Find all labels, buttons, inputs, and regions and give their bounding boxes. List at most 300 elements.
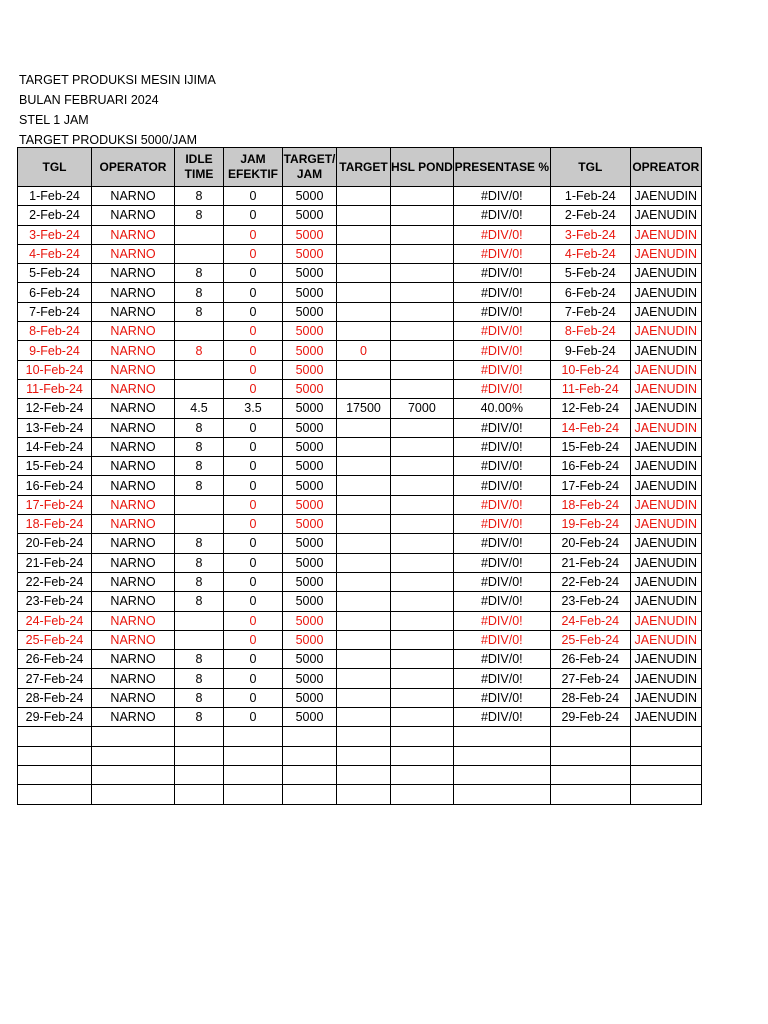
cell-target-per-jam[interactable]: 5000 — [283, 399, 337, 418]
cell-presentase[interactable]: #DIV/0! — [453, 592, 550, 611]
cell-idle-time[interactable]: 8 — [175, 572, 224, 591]
cell-presentase[interactable]: #DIV/0! — [453, 437, 550, 456]
empty-cell[interactable] — [337, 785, 391, 804]
cell-jam-efektif[interactable]: 0 — [224, 283, 283, 302]
cell-target-per-jam[interactable]: 5000 — [283, 669, 337, 688]
empty-cell[interactable] — [630, 785, 701, 804]
cell-target-per-jam[interactable]: 5000 — [283, 437, 337, 456]
cell-jam-efektif[interactable]: 0 — [224, 360, 283, 379]
cell-tgl-2[interactable]: 26-Feb-24 — [550, 650, 630, 669]
empty-cell[interactable] — [630, 727, 701, 746]
cell-tgl-2[interactable]: 14-Feb-24 — [550, 418, 630, 437]
cell-operator[interactable]: NARNO — [92, 515, 175, 534]
cell-operator[interactable]: NARNO — [92, 379, 175, 398]
empty-cell[interactable] — [175, 727, 224, 746]
cell-tgl[interactable]: 6-Feb-24 — [18, 283, 92, 302]
cell-tgl-2[interactable]: 19-Feb-24 — [550, 515, 630, 534]
cell-tgl[interactable]: 25-Feb-24 — [18, 630, 92, 649]
cell-hsl-pond[interactable] — [391, 418, 454, 437]
cell-idle-time[interactable]: 8 — [175, 669, 224, 688]
cell-tgl-2[interactable]: 23-Feb-24 — [550, 592, 630, 611]
cell-idle-time[interactable]: 8 — [175, 688, 224, 707]
cell-idle-time[interactable]: 8 — [175, 457, 224, 476]
cell-presentase[interactable]: #DIV/0! — [453, 688, 550, 707]
cell-presentase[interactable]: #DIV/0! — [453, 534, 550, 553]
header-jam-efektif[interactable]: JAM EFEKTIF — [224, 148, 283, 187]
cell-hsl-pond[interactable] — [391, 592, 454, 611]
cell-target-per-jam[interactable]: 5000 — [283, 264, 337, 283]
cell-presentase[interactable]: #DIV/0! — [453, 650, 550, 669]
cell-hsl-pond[interactable] — [391, 206, 454, 225]
empty-cell[interactable] — [630, 746, 701, 765]
cell-idle-time[interactable] — [175, 515, 224, 534]
cell-operator[interactable]: NARNO — [92, 341, 175, 360]
cell-target-per-jam[interactable]: 5000 — [283, 553, 337, 572]
cell-operator[interactable]: NARNO — [92, 650, 175, 669]
empty-cell[interactable] — [630, 765, 701, 784]
cell-opreator[interactable]: JAENUDIN — [630, 669, 701, 688]
cell-presentase[interactable]: #DIV/0! — [453, 302, 550, 321]
cell-idle-time[interactable]: 8 — [175, 418, 224, 437]
cell-opreator[interactable]: JAENUDIN — [630, 688, 701, 707]
cell-idle-time[interactable]: 4.5 — [175, 399, 224, 418]
cell-jam-efektif[interactable]: 0 — [224, 418, 283, 437]
empty-cell[interactable] — [453, 727, 550, 746]
cell-opreator[interactable]: JAENUDIN — [630, 476, 701, 495]
cell-tgl[interactable]: 22-Feb-24 — [18, 572, 92, 591]
cell-jam-efektif[interactable]: 0 — [224, 379, 283, 398]
cell-target-per-jam[interactable]: 5000 — [283, 283, 337, 302]
cell-operator[interactable]: NARNO — [92, 360, 175, 379]
empty-cell[interactable] — [283, 727, 337, 746]
empty-cell[interactable] — [453, 785, 550, 804]
cell-target[interactable] — [337, 283, 391, 302]
cell-operator[interactable]: NARNO — [92, 322, 175, 341]
cell-tgl-2[interactable]: 18-Feb-24 — [550, 495, 630, 514]
cell-opreator[interactable]: JAENUDIN — [630, 225, 701, 244]
cell-hsl-pond[interactable] — [391, 669, 454, 688]
cell-tgl-2[interactable]: 21-Feb-24 — [550, 553, 630, 572]
cell-tgl[interactable]: 10-Feb-24 — [18, 360, 92, 379]
cell-tgl[interactable]: 4-Feb-24 — [18, 244, 92, 263]
cell-operator[interactable]: NARNO — [92, 283, 175, 302]
header-idle-time[interactable]: IDLE TIME — [175, 148, 224, 187]
cell-opreator[interactable]: JAENUDIN — [630, 515, 701, 534]
cell-presentase[interactable]: #DIV/0! — [453, 244, 550, 263]
cell-hsl-pond[interactable] — [391, 708, 454, 727]
cell-opreator[interactable]: JAENUDIN — [630, 244, 701, 263]
cell-tgl-2[interactable]: 6-Feb-24 — [550, 283, 630, 302]
cell-target-per-jam[interactable]: 5000 — [283, 379, 337, 398]
empty-cell[interactable] — [391, 746, 454, 765]
empty-cell[interactable] — [391, 765, 454, 784]
cell-presentase[interactable]: #DIV/0! — [453, 572, 550, 591]
cell-presentase[interactable]: #DIV/0! — [453, 341, 550, 360]
cell-tgl-2[interactable]: 12-Feb-24 — [550, 399, 630, 418]
cell-target-per-jam[interactable]: 5000 — [283, 225, 337, 244]
cell-jam-efektif[interactable]: 0 — [224, 476, 283, 495]
cell-jam-efektif[interactable]: 0 — [224, 264, 283, 283]
cell-tgl-2[interactable]: 9-Feb-24 — [550, 341, 630, 360]
cell-opreator[interactable]: JAENUDIN — [630, 553, 701, 572]
cell-tgl-2[interactable]: 7-Feb-24 — [550, 302, 630, 321]
cell-target[interactable] — [337, 264, 391, 283]
cell-hsl-pond[interactable] — [391, 322, 454, 341]
cell-target-per-jam[interactable]: 5000 — [283, 476, 337, 495]
cell-target-per-jam[interactable]: 5000 — [283, 244, 337, 263]
empty-cell[interactable] — [453, 765, 550, 784]
cell-hsl-pond[interactable] — [391, 650, 454, 669]
cell-tgl[interactable]: 2-Feb-24 — [18, 206, 92, 225]
cell-target[interactable] — [337, 379, 391, 398]
cell-idle-time[interactable]: 8 — [175, 592, 224, 611]
cell-tgl-2[interactable]: 29-Feb-24 — [550, 708, 630, 727]
cell-hsl-pond[interactable] — [391, 244, 454, 263]
cell-tgl[interactable]: 17-Feb-24 — [18, 495, 92, 514]
empty-cell[interactable] — [18, 727, 92, 746]
cell-opreator[interactable]: JAENUDIN — [630, 187, 701, 206]
cell-target-per-jam[interactable]: 5000 — [283, 187, 337, 206]
cell-tgl[interactable]: 23-Feb-24 — [18, 592, 92, 611]
cell-jam-efektif[interactable]: 0 — [224, 650, 283, 669]
cell-target[interactable] — [337, 650, 391, 669]
cell-opreator[interactable]: JAENUDIN — [630, 418, 701, 437]
empty-cell[interactable] — [92, 727, 175, 746]
cell-tgl[interactable]: 18-Feb-24 — [18, 515, 92, 534]
header-hsl-pond[interactable]: HSL POND — [391, 148, 454, 187]
cell-operator[interactable]: NARNO — [92, 418, 175, 437]
cell-tgl[interactable]: 11-Feb-24 — [18, 379, 92, 398]
cell-tgl[interactable]: 27-Feb-24 — [18, 669, 92, 688]
cell-tgl[interactable]: 29-Feb-24 — [18, 708, 92, 727]
cell-presentase[interactable]: 40.00% — [453, 399, 550, 418]
cell-jam-efektif[interactable]: 0 — [224, 669, 283, 688]
cell-target[interactable] — [337, 206, 391, 225]
cell-hsl-pond[interactable] — [391, 630, 454, 649]
cell-operator[interactable]: NARNO — [92, 688, 175, 707]
cell-opreator[interactable]: JAENUDIN — [630, 264, 701, 283]
cell-target-per-jam[interactable]: 5000 — [283, 418, 337, 437]
empty-cell[interactable] — [224, 727, 283, 746]
cell-jam-efektif[interactable]: 0 — [224, 553, 283, 572]
cell-presentase[interactable]: #DIV/0! — [453, 418, 550, 437]
empty-cell[interactable] — [550, 727, 630, 746]
cell-idle-time[interactable] — [175, 244, 224, 263]
empty-cell[interactable] — [283, 746, 337, 765]
cell-operator[interactable]: NARNO — [92, 708, 175, 727]
cell-tgl[interactable]: 8-Feb-24 — [18, 322, 92, 341]
cell-opreator[interactable]: JAENUDIN — [630, 572, 701, 591]
cell-idle-time[interactable]: 8 — [175, 476, 224, 495]
cell-jam-efektif[interactable]: 0 — [224, 688, 283, 707]
cell-target-per-jam[interactable]: 5000 — [283, 457, 337, 476]
cell-operator[interactable]: NARNO — [92, 611, 175, 630]
cell-presentase[interactable]: #DIV/0! — [453, 495, 550, 514]
empty-cell[interactable] — [550, 785, 630, 804]
cell-idle-time[interactable]: 8 — [175, 283, 224, 302]
empty-cell[interactable] — [224, 765, 283, 784]
empty-cell[interactable] — [337, 727, 391, 746]
cell-operator[interactable]: NARNO — [92, 476, 175, 495]
cell-operator[interactable]: NARNO — [92, 669, 175, 688]
cell-idle-time[interactable]: 8 — [175, 341, 224, 360]
cell-target[interactable] — [337, 534, 391, 553]
cell-operator[interactable]: NARNO — [92, 264, 175, 283]
cell-hsl-pond[interactable] — [391, 187, 454, 206]
cell-target[interactable] — [337, 688, 391, 707]
cell-tgl[interactable]: 28-Feb-24 — [18, 688, 92, 707]
cell-opreator[interactable]: JAENUDIN — [630, 283, 701, 302]
cell-idle-time[interactable] — [175, 379, 224, 398]
cell-presentase[interactable]: #DIV/0! — [453, 669, 550, 688]
cell-jam-efektif[interactable]: 3.5 — [224, 399, 283, 418]
cell-tgl[interactable]: 26-Feb-24 — [18, 650, 92, 669]
cell-jam-efektif[interactable]: 0 — [224, 515, 283, 534]
cell-tgl[interactable]: 14-Feb-24 — [18, 437, 92, 456]
cell-hsl-pond[interactable] — [391, 225, 454, 244]
cell-idle-time[interactable]: 8 — [175, 302, 224, 321]
cell-jam-efektif[interactable]: 0 — [224, 708, 283, 727]
cell-opreator[interactable]: JAENUDIN — [630, 302, 701, 321]
empty-cell[interactable] — [283, 785, 337, 804]
cell-tgl[interactable]: 15-Feb-24 — [18, 457, 92, 476]
cell-opreator[interactable]: JAENUDIN — [630, 360, 701, 379]
cell-hsl-pond[interactable] — [391, 515, 454, 534]
cell-tgl[interactable]: 21-Feb-24 — [18, 553, 92, 572]
cell-operator[interactable]: NARNO — [92, 457, 175, 476]
cell-hsl-pond[interactable] — [391, 437, 454, 456]
cell-tgl-2[interactable]: 25-Feb-24 — [550, 630, 630, 649]
cell-target[interactable] — [337, 457, 391, 476]
cell-opreator[interactable]: JAENUDIN — [630, 611, 701, 630]
cell-target-per-jam[interactable]: 5000 — [283, 611, 337, 630]
cell-operator[interactable]: NARNO — [92, 302, 175, 321]
cell-operator[interactable]: NARNO — [92, 572, 175, 591]
cell-target-per-jam[interactable]: 5000 — [283, 341, 337, 360]
cell-operator[interactable]: NARNO — [92, 399, 175, 418]
cell-tgl-2[interactable]: 4-Feb-24 — [550, 244, 630, 263]
empty-cell[interactable] — [391, 727, 454, 746]
cell-presentase[interactable]: #DIV/0! — [453, 611, 550, 630]
cell-operator[interactable]: NARNO — [92, 187, 175, 206]
empty-cell[interactable] — [92, 785, 175, 804]
cell-hsl-pond[interactable] — [391, 379, 454, 398]
cell-hsl-pond[interactable] — [391, 553, 454, 572]
cell-jam-efektif[interactable]: 0 — [224, 495, 283, 514]
cell-target-per-jam[interactable]: 5000 — [283, 495, 337, 514]
cell-target-per-jam[interactable]: 5000 — [283, 534, 337, 553]
cell-target[interactable] — [337, 515, 391, 534]
cell-target[interactable] — [337, 244, 391, 263]
cell-tgl-2[interactable]: 10-Feb-24 — [550, 360, 630, 379]
empty-cell[interactable] — [391, 785, 454, 804]
cell-opreator[interactable]: JAENUDIN — [630, 708, 701, 727]
cell-idle-time[interactable] — [175, 225, 224, 244]
cell-jam-efektif[interactable]: 0 — [224, 302, 283, 321]
cell-target[interactable] — [337, 669, 391, 688]
cell-target[interactable] — [337, 418, 391, 437]
cell-hsl-pond[interactable] — [391, 572, 454, 591]
cell-presentase[interactable]: #DIV/0! — [453, 264, 550, 283]
cell-tgl-2[interactable]: 22-Feb-24 — [550, 572, 630, 591]
cell-operator[interactable]: NARNO — [92, 244, 175, 263]
cell-target[interactable]: 17500 — [337, 399, 391, 418]
cell-idle-time[interactable]: 8 — [175, 264, 224, 283]
cell-presentase[interactable]: #DIV/0! — [453, 630, 550, 649]
cell-target[interactable] — [337, 437, 391, 456]
cell-hsl-pond[interactable] — [391, 534, 454, 553]
empty-cell[interactable] — [175, 785, 224, 804]
cell-tgl-2[interactable]: 28-Feb-24 — [550, 688, 630, 707]
header-tgl[interactable]: TGL — [18, 148, 92, 187]
cell-target[interactable]: 0 — [337, 341, 391, 360]
empty-cell[interactable] — [550, 765, 630, 784]
cell-hsl-pond[interactable] — [391, 688, 454, 707]
cell-opreator[interactable]: JAENUDIN — [630, 630, 701, 649]
cell-hsl-pond[interactable]: 7000 — [391, 399, 454, 418]
cell-presentase[interactable]: #DIV/0! — [453, 206, 550, 225]
cell-target[interactable] — [337, 630, 391, 649]
cell-tgl[interactable]: 24-Feb-24 — [18, 611, 92, 630]
cell-tgl[interactable]: 16-Feb-24 — [18, 476, 92, 495]
empty-cell[interactable] — [175, 746, 224, 765]
cell-tgl[interactable]: 9-Feb-24 — [18, 341, 92, 360]
cell-jam-efektif[interactable]: 0 — [224, 187, 283, 206]
cell-target[interactable] — [337, 187, 391, 206]
empty-cell[interactable] — [18, 765, 92, 784]
cell-tgl[interactable]: 13-Feb-24 — [18, 418, 92, 437]
cell-jam-efektif[interactable]: 0 — [224, 341, 283, 360]
cell-tgl-2[interactable]: 1-Feb-24 — [550, 187, 630, 206]
cell-jam-efektif[interactable]: 0 — [224, 572, 283, 591]
empty-cell[interactable] — [337, 746, 391, 765]
cell-hsl-pond[interactable] — [391, 283, 454, 302]
cell-operator[interactable]: NARNO — [92, 553, 175, 572]
cell-hsl-pond[interactable] — [391, 264, 454, 283]
empty-cell[interactable] — [18, 746, 92, 765]
cell-idle-time[interactable] — [175, 360, 224, 379]
cell-operator[interactable]: NARNO — [92, 630, 175, 649]
cell-tgl-2[interactable]: 16-Feb-24 — [550, 457, 630, 476]
empty-cell[interactable] — [224, 785, 283, 804]
cell-target[interactable] — [337, 360, 391, 379]
cell-idle-time[interactable]: 8 — [175, 437, 224, 456]
cell-tgl-2[interactable]: 15-Feb-24 — [550, 437, 630, 456]
empty-cell[interactable] — [453, 746, 550, 765]
cell-presentase[interactable]: #DIV/0! — [453, 515, 550, 534]
cell-target-per-jam[interactable]: 5000 — [283, 630, 337, 649]
empty-cell[interactable] — [92, 746, 175, 765]
cell-opreator[interactable]: JAENUDIN — [630, 437, 701, 456]
cell-idle-time[interactable]: 8 — [175, 553, 224, 572]
cell-tgl-2[interactable]: 2-Feb-24 — [550, 206, 630, 225]
cell-opreator[interactable]: JAENUDIN — [630, 592, 701, 611]
cell-hsl-pond[interactable] — [391, 341, 454, 360]
cell-target-per-jam[interactable]: 5000 — [283, 688, 337, 707]
cell-jam-efektif[interactable]: 0 — [224, 611, 283, 630]
cell-tgl-2[interactable]: 5-Feb-24 — [550, 264, 630, 283]
cell-target[interactable] — [337, 708, 391, 727]
cell-jam-efektif[interactable]: 0 — [224, 630, 283, 649]
cell-presentase[interactable]: #DIV/0! — [453, 360, 550, 379]
cell-tgl-2[interactable]: 27-Feb-24 — [550, 669, 630, 688]
cell-opreator[interactable]: JAENUDIN — [630, 399, 701, 418]
header-opreator[interactable]: OPREATOR — [630, 148, 701, 187]
cell-opreator[interactable]: JAENUDIN — [630, 379, 701, 398]
cell-tgl[interactable]: 20-Feb-24 — [18, 534, 92, 553]
cell-presentase[interactable]: #DIV/0! — [453, 379, 550, 398]
cell-target-per-jam[interactable]: 5000 — [283, 206, 337, 225]
cell-opreator[interactable]: JAENUDIN — [630, 495, 701, 514]
cell-idle-time[interactable]: 8 — [175, 187, 224, 206]
cell-jam-efektif[interactable]: 0 — [224, 457, 283, 476]
cell-tgl-2[interactable]: 3-Feb-24 — [550, 225, 630, 244]
cell-presentase[interactable]: #DIV/0! — [453, 283, 550, 302]
cell-target[interactable] — [337, 495, 391, 514]
cell-jam-efektif[interactable]: 0 — [224, 592, 283, 611]
empty-cell[interactable] — [18, 785, 92, 804]
cell-tgl[interactable]: 7-Feb-24 — [18, 302, 92, 321]
header-presentase[interactable]: PRESENTASE % — [453, 148, 550, 187]
cell-tgl-2[interactable]: 8-Feb-24 — [550, 322, 630, 341]
cell-operator[interactable]: NARNO — [92, 437, 175, 456]
cell-idle-time[interactable] — [175, 611, 224, 630]
cell-tgl-2[interactable]: 11-Feb-24 — [550, 379, 630, 398]
cell-target-per-jam[interactable]: 5000 — [283, 708, 337, 727]
cell-hsl-pond[interactable] — [391, 611, 454, 630]
cell-presentase[interactable]: #DIV/0! — [453, 187, 550, 206]
cell-target[interactable] — [337, 553, 391, 572]
cell-opreator[interactable]: JAENUDIN — [630, 650, 701, 669]
cell-tgl[interactable]: 5-Feb-24 — [18, 264, 92, 283]
cell-tgl[interactable]: 1-Feb-24 — [18, 187, 92, 206]
cell-hsl-pond[interactable] — [391, 302, 454, 321]
cell-presentase[interactable]: #DIV/0! — [453, 225, 550, 244]
cell-target-per-jam[interactable]: 5000 — [283, 572, 337, 591]
cell-target[interactable] — [337, 322, 391, 341]
cell-operator[interactable]: NARNO — [92, 592, 175, 611]
cell-hsl-pond[interactable] — [391, 457, 454, 476]
empty-cell[interactable] — [92, 765, 175, 784]
cell-tgl[interactable]: 12-Feb-24 — [18, 399, 92, 418]
cell-target[interactable] — [337, 302, 391, 321]
empty-cell[interactable] — [283, 765, 337, 784]
cell-tgl[interactable]: 3-Feb-24 — [18, 225, 92, 244]
cell-opreator[interactable]: JAENUDIN — [630, 341, 701, 360]
header-target-per-jam[interactable]: TARGET/ JAM — [283, 148, 337, 187]
cell-jam-efektif[interactable]: 0 — [224, 534, 283, 553]
cell-operator[interactable]: NARNO — [92, 534, 175, 553]
cell-opreator[interactable]: JAENUDIN — [630, 534, 701, 553]
cell-opreator[interactable]: JAENUDIN — [630, 322, 701, 341]
cell-idle-time[interactable] — [175, 495, 224, 514]
empty-cell[interactable] — [550, 746, 630, 765]
cell-operator[interactable]: NARNO — [92, 206, 175, 225]
cell-presentase[interactable]: #DIV/0! — [453, 322, 550, 341]
cell-target[interactable] — [337, 572, 391, 591]
cell-presentase[interactable]: #DIV/0! — [453, 476, 550, 495]
cell-operator[interactable]: NARNO — [92, 225, 175, 244]
cell-opreator[interactable]: JAENUDIN — [630, 457, 701, 476]
cell-target[interactable] — [337, 476, 391, 495]
cell-presentase[interactable]: #DIV/0! — [453, 457, 550, 476]
cell-presentase[interactable]: #DIV/0! — [453, 708, 550, 727]
cell-jam-efektif[interactable]: 0 — [224, 244, 283, 263]
cell-target-per-jam[interactable]: 5000 — [283, 592, 337, 611]
cell-idle-time[interactable]: 8 — [175, 650, 224, 669]
cell-idle-time[interactable]: 8 — [175, 534, 224, 553]
cell-hsl-pond[interactable] — [391, 360, 454, 379]
